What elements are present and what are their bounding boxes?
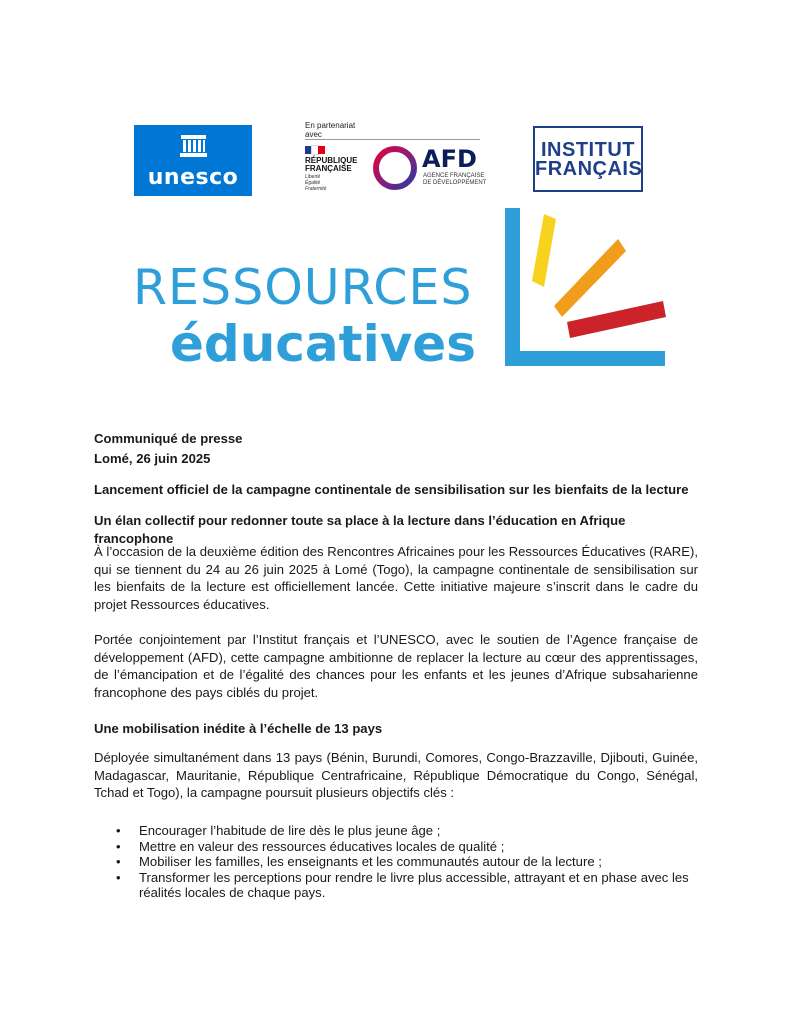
partnership-label: En partenariat avec: [305, 121, 356, 139]
ressources-educatives-emblem: [500, 205, 670, 370]
unesco-wordmark: unesco: [147, 165, 239, 190]
list-item: • Mettre en valeur des ressources éducatives locales de qualité ;: [94, 839, 698, 855]
paragraph-countries: Déployée simultanément dans 13 pays (Bénin, Burundi, Comores, Congo-Brazzaville, Djibouti, Guinée, Madagascar, Mauritanie, République Centrafricaine, République Démocratique du Congo, Sénégal, Tchad et Togo), la campagne poursuit plusieurs objectifs clés :: [94, 750, 698, 801]
banner-educatives: éducatives: [170, 315, 476, 373]
section-title: Une mobilisation inédite à l’échelle de 13 pays: [94, 721, 383, 736]
afd-wordmark: AFD: [422, 145, 477, 173]
republique-francaise-logo: RÉPUBLIQUE FRANÇAISE: [305, 156, 358, 173]
paragraph-intro: À l’occasion de la deuxième édition des Rencontres Africaines pour les Ressources Éducatives (RARE), qui se tiennent du 24 au 26 juin 2025 à Lomé (Togo), la campagne continentale de sensibilisation sur les bienfaits de la lecture est officiellement lancée. Cette initiative majeure s’inscrit dans le cadre du projet Ressources éducatives.: [94, 544, 698, 612]
banner-ressources: RESSOURCES: [133, 259, 473, 316]
french-flag-icon: [305, 146, 325, 154]
dateline: Lomé, 26 juin 2025: [94, 451, 211, 466]
press-release-label: Communiqué de presse: [94, 431, 243, 446]
list-item: • Mobiliser les familles, les enseignants et les communautés autour de la lecture ;: [94, 854, 698, 870]
temple-icon: [180, 135, 207, 157]
list-item: • Encourager l’habitude de lire dès le plus jeune âge ;: [94, 823, 698, 839]
paragraph-partners: Portée conjointement par l’Institut français et l’UNESCO, avec le soutien de l’Agence française de développement (AFD), cette campagne ambitionne de replacer la lecture au cœur des apprentissages, de l’émancipation et de l’égalité des chances pour les enfants et les jeunes d’Afrique subsaharienne francophone des pays ciblés du projet.: [94, 632, 698, 700]
headline: Lancement officiel de la campagne continentale de sensibilisation sur les bienfaits de la lecture: [94, 482, 689, 497]
subheadline: Un élan collectif pour redonner toute sa place à la lecture dans l’éducation en Afrique francophone: [94, 513, 626, 546]
objectives-list: [94, 823, 698, 901]
list-item: • Transformer les perceptions pour rendre le livre plus accessible, attrayant et en phase avec les réalités locales de chaque pays.: [94, 870, 698, 901]
partnership-divider: [305, 139, 480, 140]
afd-ring-icon: [372, 145, 418, 191]
unesco-logo: [134, 125, 252, 196]
institut-francais-logo: INSTITUT FRANÇAIS: [533, 126, 643, 192]
afd-subtitle: AGENCE FRANÇAISE DE DÉVELOPPEMENT: [423, 173, 487, 186]
republique-motto: Liberté Égalité Fraternité: [305, 174, 327, 192]
